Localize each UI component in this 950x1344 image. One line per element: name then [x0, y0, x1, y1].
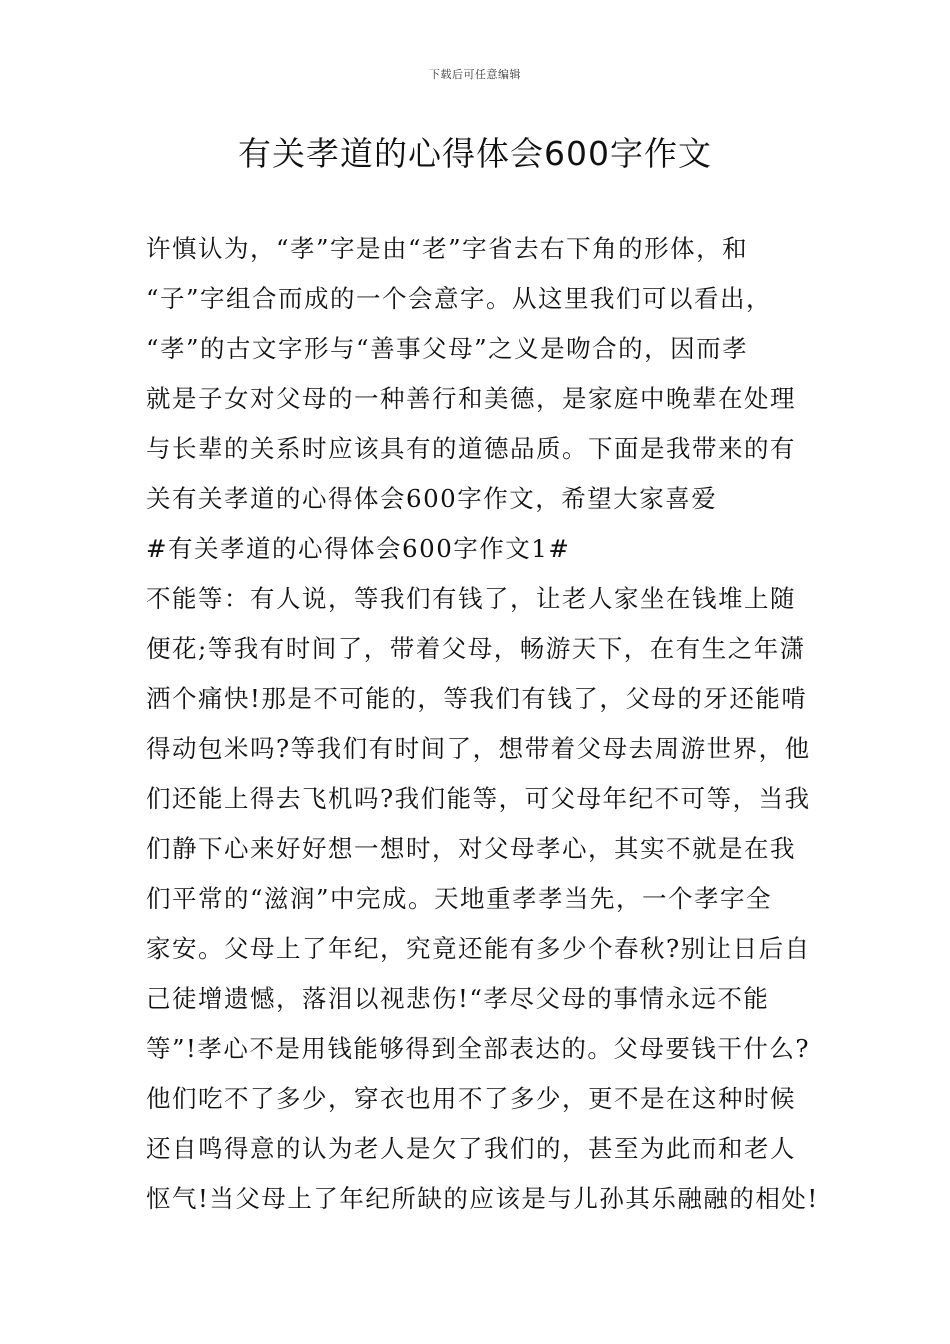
body-line: 们还能上得去飞机吗?我们能等，可父母年纪不可等，当我	[146, 784, 811, 813]
body-line: 便花;等我有时间了，带着父母，畅游天下，在有生之年潇	[146, 634, 806, 663]
body-line: 家安。父母上了年纪，究竟还能有多少个春秋?别让日后自	[146, 934, 811, 963]
header-note: 下载后可任意编辑	[429, 68, 521, 81]
body-line: 他们吃不了多少，穿衣也用不了多少，更不是在这种时候	[146, 1084, 796, 1113]
body-line: 己徒增遗憾，落泪以视悲伤!“孝尽父母的事情永远不能	[146, 984, 770, 1013]
body-line: 洒个痛快!那是不可能的，等我们有钱了，父母的牙还能啃	[146, 684, 808, 713]
body-line: 还自鸣得意的认为老人是欠了我们的，甚至为此而和老人	[146, 1134, 796, 1163]
body-line: 怄气!当父母上了年纪所缺的应该是与儿孙其乐融融的相处!	[146, 1184, 819, 1213]
body-line: 等”!孝心不是用钱能够得到全部表达的。父母要钱干什么?	[146, 1034, 811, 1063]
body-line: 关有关孝道的心得体会600字作文，希望大家喜爱	[146, 484, 718, 513]
body-line: 们静下心来好好想一想时，对父母孝心，其实不就是在我	[146, 834, 796, 863]
body-line: 们平常的“滋润”中完成。天地重孝孝当先，一个孝字全	[146, 884, 773, 913]
document-body	[146, 224, 836, 1224]
document-title: 有关孝道的心得体会600字作文	[238, 134, 712, 173]
section-heading: #有关孝道的心得体会600字作文1#	[146, 534, 571, 563]
body-line: “孝”的古文字形与“善事父母”之义是吻合的，因而孝	[146, 334, 749, 363]
body-line: 就是子女对父母的一种善行和美德，是家庭中晚辈在处理	[146, 384, 796, 413]
body-line: 许慎认为，“孝”字是由“老”字省去右下角的形体，和	[146, 234, 749, 263]
body-line: 得动包米吗?等我们有时间了，想带着父母去周游世界，他	[146, 734, 811, 763]
body-line: 与长辈的关系时应该具有的道德品质。下面是我带来的有	[146, 434, 796, 463]
body-line: 不能等：有人说，等我们有钱了，让老人家坐在钱堆上随	[146, 584, 796, 613]
body-line: “子”字组合而成的一个会意字。从这里我们可以看出，	[146, 284, 773, 313]
